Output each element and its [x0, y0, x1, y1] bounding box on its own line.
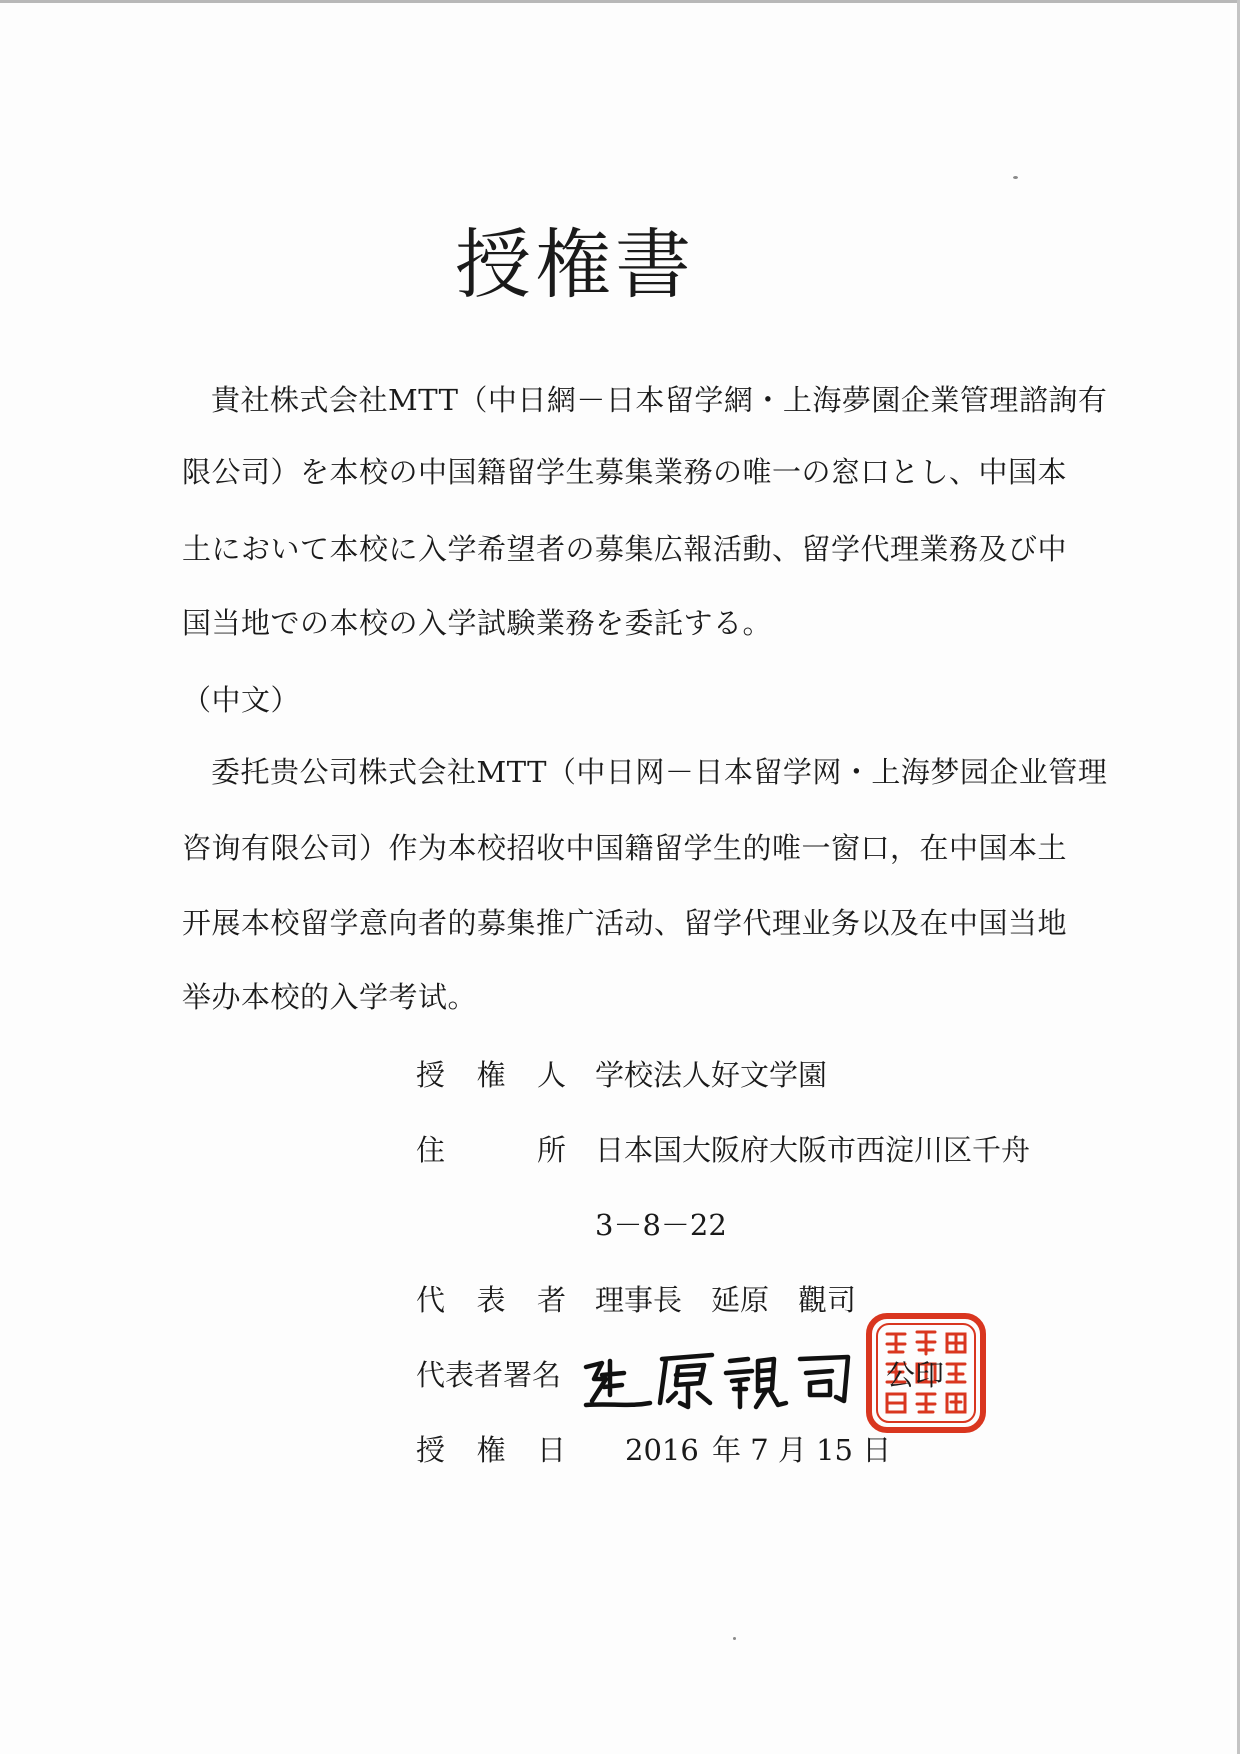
- chinese-paragraph-line: 举办本校的入学考试。: [182, 980, 478, 1014]
- chinese-heading: （中文）: [182, 683, 301, 717]
- grant-date-label-char: 授: [416, 1433, 446, 1467]
- chinese-paragraph-line: 委托贵公司株式会社MTT（中日网－日本留学网・上海梦园企业管理: [211, 755, 1108, 789]
- grantor-label-char: 人: [536, 1058, 566, 1092]
- japanese-paragraph-line: 貴社株式会社MTT（中日網－日本留学網・上海夢園企業管理諮詢有: [211, 383, 1108, 417]
- grant-date-label-char: 権: [476, 1433, 506, 1467]
- representative-label: [416, 1280, 566, 1320]
- grantor-label-char: 権: [476, 1058, 506, 1092]
- scan-speck: [1013, 176, 1018, 179]
- chinese-paragraph-line: 开展本校留学意向者的募集推广活动、留学代理业务以及在中国当地: [182, 906, 1068, 940]
- seal-label: 公印: [886, 1358, 945, 1392]
- handwritten-signature: [580, 1345, 860, 1415]
- address-label-char: 所: [536, 1133, 566, 1167]
- representative-value: 理事長 延原 觀司: [595, 1283, 857, 1317]
- japanese-paragraph-line: 国当地での本校の入学試験業務を委託する。: [182, 606, 773, 640]
- representative-label-char: 代: [416, 1283, 446, 1317]
- japanese-paragraph-line: 限公司）を本校の中国籍留学生募集業務の唯一の窓口とし、中国本: [182, 455, 1068, 489]
- grant-date-year: 2016: [625, 1433, 699, 1467]
- grant-date-label: [416, 1430, 566, 1470]
- representative-label-char: 表: [476, 1283, 506, 1317]
- address-value-line1: 日本国大阪府大阪市西淀川区千舟: [595, 1133, 1031, 1167]
- grantor-value: 学校法人好文学園: [595, 1058, 828, 1092]
- grant-date-rest: 年 7 月 15 日: [712, 1433, 892, 1467]
- scan-edge-top: [0, 0, 1240, 3]
- signature-label: 代表者署名: [416, 1358, 562, 1392]
- grant-date-label-char: 日: [536, 1433, 566, 1467]
- grantor-label-char: 授: [416, 1058, 446, 1092]
- representative-label-char: 者: [536, 1283, 566, 1317]
- scan-speck: [733, 1637, 736, 1640]
- document-title: 授権書: [455, 220, 695, 309]
- address-label: [416, 1130, 566, 1170]
- japanese-paragraph-line: 土において本校に入学希望者の募集広報活動、留学代理業務及び中: [182, 532, 1068, 566]
- address-label-char: 住: [416, 1133, 446, 1167]
- grantor-label: [416, 1055, 566, 1095]
- address-value-line2: 3－8－22: [595, 1208, 727, 1242]
- chinese-paragraph-line: 咨询有限公司）作为本校招收中国籍留学生的唯一窗口，在中国本土: [182, 831, 1068, 865]
